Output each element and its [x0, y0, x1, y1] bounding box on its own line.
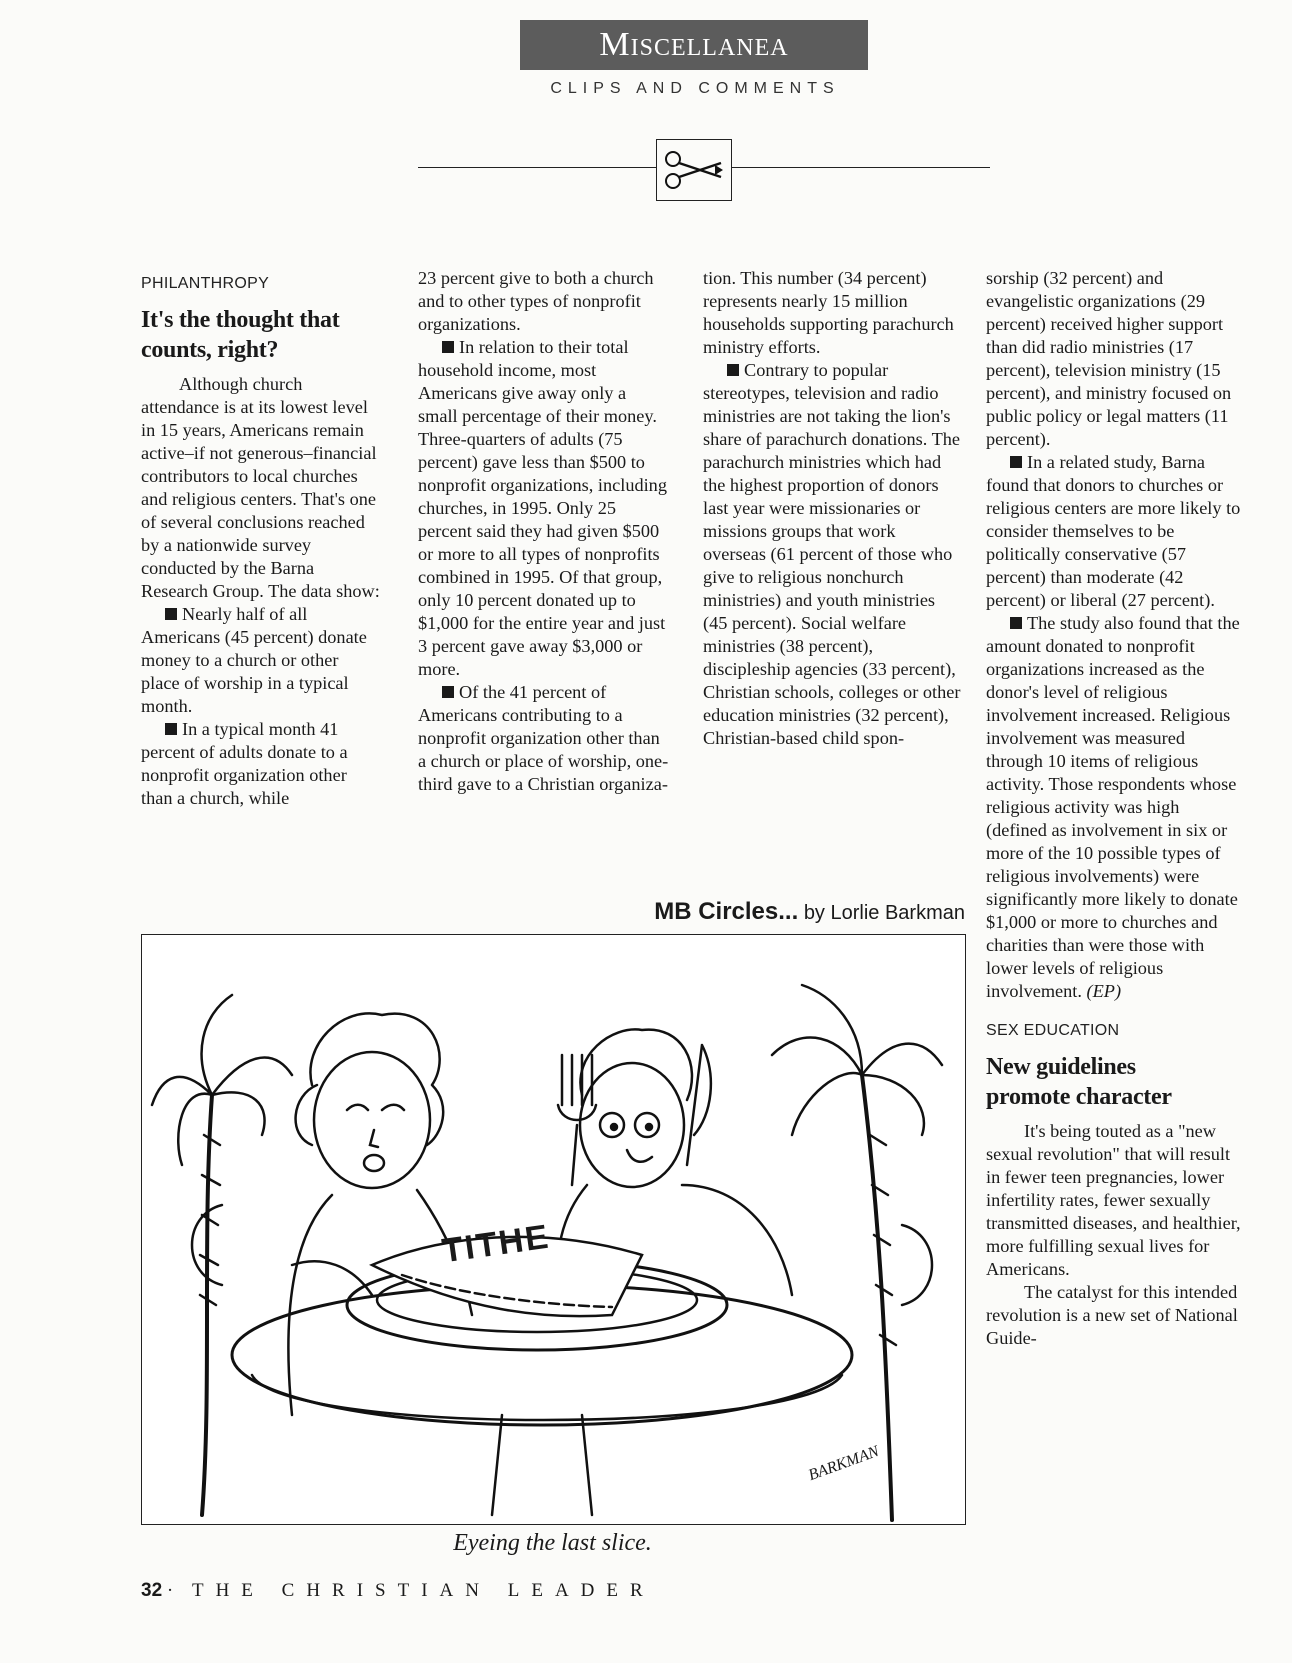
bullet-paragraph: Of the 41 percent of Americans contributing to a nonprofit organization other than a church or place of worship, one-third gave to a Christian organiza- [418, 682, 669, 794]
section-title: Miscellanea [520, 20, 868, 70]
paragraph: It's being touted as a "new sexual revolution" that will result in fewer teen pregnancies, lower infertility rates, fewer sexually transmitted diseases, and healthier, more fulfilling sexual lives for Americans. [986, 1121, 1241, 1279]
cartoon-author: by Lorlie Barkman [803, 902, 965, 924]
bullet-square-icon [1010, 617, 1022, 629]
bullet-paragraph: The study also found that the amount donated to nonprofit organizations increased as the donor's level of religious involvement increased. Religious involvement was measured through 10 items of religious activity. Those respondents whose religious activity was high (defined as involvement in six or more of the 10 possible types of religious involvements) were significantly more likely to donate $1,000 or more to churches and charities than were those with lower levels of religious involvement. (EP) [986, 613, 1240, 1001]
divider-right [730, 167, 990, 168]
bullet-paragraph: Nearly half of all Americans (45 percent) donate money to a church or other place of worship in a typical month. [141, 604, 367, 716]
paragraph: The catalyst for this intended revolution is a new set of National Guide- [986, 1282, 1238, 1348]
footer-separator: · [166, 1580, 174, 1601]
bullet-paragraph: In relation to their total household income, most Americans give away only a small percentage of their money. Three-quarters of adults (75 percent) gave less than $500 to nonprofit organizations, including churches, in 1995. Only 25 percent said they had given $500 or more to all types of nonprofits combined in 1995. Of that group, only 10 percent donated up to $1,000 for the entire year and just 3 percent gave away $3,000 or more. [418, 337, 667, 679]
publication-name: THE CHRISTIAN LEADER [191, 1580, 655, 1601]
paragraph: 23 percent give to both a church and to other types of nonprofit organizations. [418, 268, 654, 334]
scissors-icon [656, 139, 732, 201]
bullet-paragraph: In a typical month 41 percent of adults donate to a nonprofit organization other than a church, while [141, 719, 348, 808]
column-3 [703, 267, 961, 750]
section-subtitle: CLIPS AND COMMENTS [550, 80, 840, 97]
page-number: 32 [141, 1580, 163, 1601]
bullet-square-icon [442, 341, 454, 353]
column-1 [141, 272, 381, 810]
cartoon-caption: Eyeing the last slice. [453, 1530, 652, 1556]
paragraph: sorship (32 percent) and evangelistic organizations (29 percent) received higher support than did radio ministries (17 percent), television ministry (15 percent), and ministry focused on public policy or legal matters (11 percent). [986, 268, 1232, 449]
bullet-square-icon [165, 608, 177, 620]
cartoon-illustration [141, 934, 966, 1525]
pie-slice-label: TITHE [439, 1217, 553, 1271]
column-4 [986, 267, 1244, 1350]
byline: (EP) [1086, 981, 1122, 1001]
artist-signature: BARKMAN [806, 1442, 882, 1485]
column-2 [418, 267, 670, 796]
article-kicker: PHILANTHROPY [141, 275, 270, 292]
bullet-paragraph: Contrary to popular stereotypes, television and radio ministries are not taking the lion's share of parachurch donations. The parachurch ministries which had the highest proportion of donors last year were missionaries or missions groups that work overseas (61 percent of those who give to religious nonchurch ministries) and youth ministries (45 percent). Social welfare ministries (38 percent), discipleship agencies (33 percent), Christian schools, colleges or other education ministries (32 percent), Christian-based child spon- [703, 360, 961, 748]
article-headline: It's the thought that counts, right? [141, 307, 340, 363]
cartoon-series: MB Circles... [654, 898, 799, 925]
bullet-paragraph: In a related study, Barna found that donors to churches or religious centers are more likely to consider themselves to be politically conservative (57 percent) than moderate (42 percent) or liberal (27 percent). [986, 452, 1241, 610]
paragraph: Although church attendance is at its lowest level in 15 years, Americans remain active–if not generous–financial contributors to local churches and religious centers. That's one of several conclusions reached by a nationwide survey conducted by the Barna Research Group. The data show: [141, 374, 380, 601]
paragraph: tion. This number (34 percent) represents nearly 15 million households supporting parachurch ministry efforts. [703, 268, 954, 357]
article-kicker: SEX EDUCATION [986, 1022, 1120, 1039]
bullet-square-icon [1010, 456, 1022, 468]
article-headline: New guidelines promote character [986, 1054, 1172, 1110]
bullet-square-icon [165, 723, 177, 735]
bullet-square-icon [442, 686, 454, 698]
bullet-square-icon [727, 364, 739, 376]
page-footer [141, 1580, 655, 1602]
cartoon-title [640, 898, 965, 926]
divider-left [418, 167, 656, 168]
